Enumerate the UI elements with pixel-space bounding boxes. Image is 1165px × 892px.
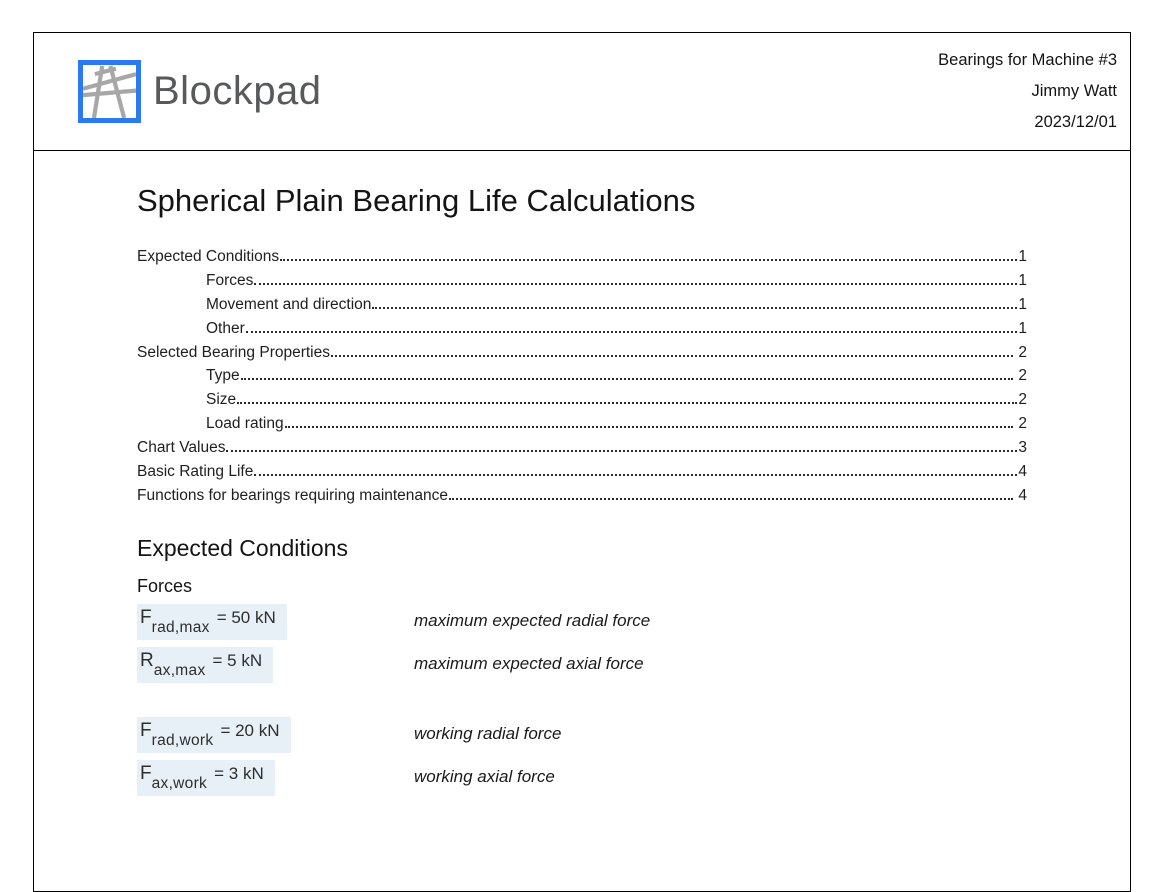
toc-page-number: 4 bbox=[1018, 463, 1027, 481]
formula-variable: F bbox=[140, 719, 152, 741]
toc-entry-load-rating[interactable] bbox=[137, 415, 1027, 439]
toc-entry-chart-values[interactable] bbox=[137, 439, 1027, 463]
formula-value: = 3 kN bbox=[214, 763, 264, 783]
page-title: Spherical Plain Bearing Life Calculations bbox=[137, 183, 696, 218]
formula-subscript: ax,max bbox=[153, 661, 206, 679]
formula-description: working radial force bbox=[414, 723, 562, 743]
formula-variable: F bbox=[140, 606, 152, 628]
toc-page-number: 1 bbox=[1018, 295, 1027, 313]
toc-dot-leader bbox=[254, 283, 1017, 285]
header-meta bbox=[938, 45, 1117, 138]
formula-subscript: rad,work bbox=[151, 731, 214, 749]
toc-label: Expected Conditions bbox=[137, 248, 280, 265]
toc-label: Forces bbox=[206, 271, 254, 289]
section-heading-expected-conditions: Expected Conditions bbox=[137, 534, 348, 561]
formula-subscript: rad,max bbox=[151, 618, 210, 636]
toc-label: Chart Values bbox=[137, 439, 226, 457]
toc-dot-leader bbox=[331, 355, 1013, 357]
logo-glyph bbox=[83, 65, 136, 118]
formula-subscript: ax,work bbox=[151, 774, 208, 792]
document-page bbox=[33, 32, 1131, 892]
formula-cell bbox=[137, 760, 414, 796]
formula-description: maximum expected radial force bbox=[414, 610, 651, 630]
toc-page-number: 2 bbox=[1014, 343, 1027, 361]
formula-value: = 20 kN bbox=[220, 720, 280, 740]
toc-label: Basic Rating Life bbox=[137, 463, 254, 481]
toc-page-number: 1 bbox=[1018, 319, 1027, 337]
formula-row-ax-max bbox=[137, 647, 1027, 683]
toc-label: Other bbox=[206, 319, 245, 337]
toc-entry-selected-bearing-properties[interactable] bbox=[137, 344, 1027, 368]
formula-cell bbox=[137, 717, 414, 753]
toc-entry-functions-for-bearings[interactable] bbox=[137, 487, 1027, 511]
sub-heading-forces: Forces bbox=[137, 575, 193, 596]
forces-formula-list bbox=[137, 604, 1027, 796]
toc-label: Functions for bearings requiring maintenance bbox=[137, 486, 449, 504]
toc-dot-leader bbox=[280, 259, 1017, 261]
toc-dot-leader bbox=[237, 402, 1017, 404]
toc-dot-leader bbox=[241, 378, 1013, 380]
document-body bbox=[34, 183, 1130, 796]
toc-entry-size[interactable] bbox=[137, 391, 1027, 415]
toc-page-number: 1 bbox=[1018, 248, 1027, 265]
toc-page-number: 4 bbox=[1014, 486, 1027, 504]
formula-row-ax-work bbox=[137, 760, 1027, 796]
toc-entry-movement-and-direction[interactable] bbox=[137, 296, 1027, 320]
formula-row-rad-max bbox=[137, 604, 1027, 640]
toc-label: Selected Bearing Properties bbox=[137, 343, 331, 361]
header-author: Jimmy Watt bbox=[1031, 82, 1117, 100]
formula-value: = 50 kN bbox=[216, 607, 276, 627]
toc-dot-leader bbox=[246, 331, 1018, 333]
toc-entry-other[interactable] bbox=[137, 320, 1027, 344]
toc-page-number: 3 bbox=[1018, 439, 1027, 457]
toc-label: Load rating bbox=[206, 415, 284, 433]
toc-entry-basic-rating-life[interactable] bbox=[137, 463, 1027, 487]
formula-description: maximum expected axial force bbox=[414, 653, 644, 673]
toc-dot-leader bbox=[372, 307, 1017, 309]
toc-entry-expected-conditions[interactable] bbox=[137, 248, 1027, 272]
brand-name: Blockpad bbox=[153, 69, 322, 113]
formula-value: = 5 kN bbox=[212, 650, 263, 670]
toc-dot-leader bbox=[449, 498, 1013, 500]
toc-dot-leader bbox=[254, 474, 1017, 476]
formula-cell bbox=[137, 604, 414, 640]
header-date: 2023/12/01 bbox=[1034, 113, 1117, 131]
toc-page-number: 2 bbox=[1018, 391, 1027, 409]
formula-row-rad-work bbox=[137, 717, 1027, 753]
toc-dot-leader bbox=[226, 450, 1017, 452]
toc-page-number: 1 bbox=[1018, 271, 1027, 289]
toc-page-number: 2 bbox=[1014, 415, 1027, 433]
formula-variable: R bbox=[140, 649, 154, 671]
table-of-contents bbox=[137, 248, 1027, 511]
toc-label: Movement and direction bbox=[206, 295, 372, 313]
blockpad-logo-icon bbox=[78, 60, 141, 123]
toc-label: Size bbox=[206, 391, 237, 409]
document-header bbox=[34, 33, 1130, 151]
toc-label: Type bbox=[206, 367, 240, 385]
toc-entry-forces[interactable] bbox=[137, 272, 1027, 296]
formula-variable: F bbox=[140, 762, 152, 784]
blockpad-brand bbox=[78, 60, 322, 123]
formula-field-rad-max[interactable] bbox=[137, 604, 287, 640]
toc-entry-type[interactable] bbox=[137, 367, 1027, 391]
formula-field-ax-max[interactable] bbox=[137, 647, 273, 683]
toc-dot-leader bbox=[285, 426, 1014, 428]
toc-page-number: 2 bbox=[1014, 367, 1027, 385]
formula-cell bbox=[137, 647, 414, 683]
formula-field-ax-work[interactable] bbox=[137, 760, 275, 796]
formula-field-rad-work[interactable] bbox=[137, 717, 291, 753]
formula-description: working axial force bbox=[414, 766, 555, 786]
header-doc-title: Bearings for Machine #3 bbox=[938, 51, 1117, 69]
